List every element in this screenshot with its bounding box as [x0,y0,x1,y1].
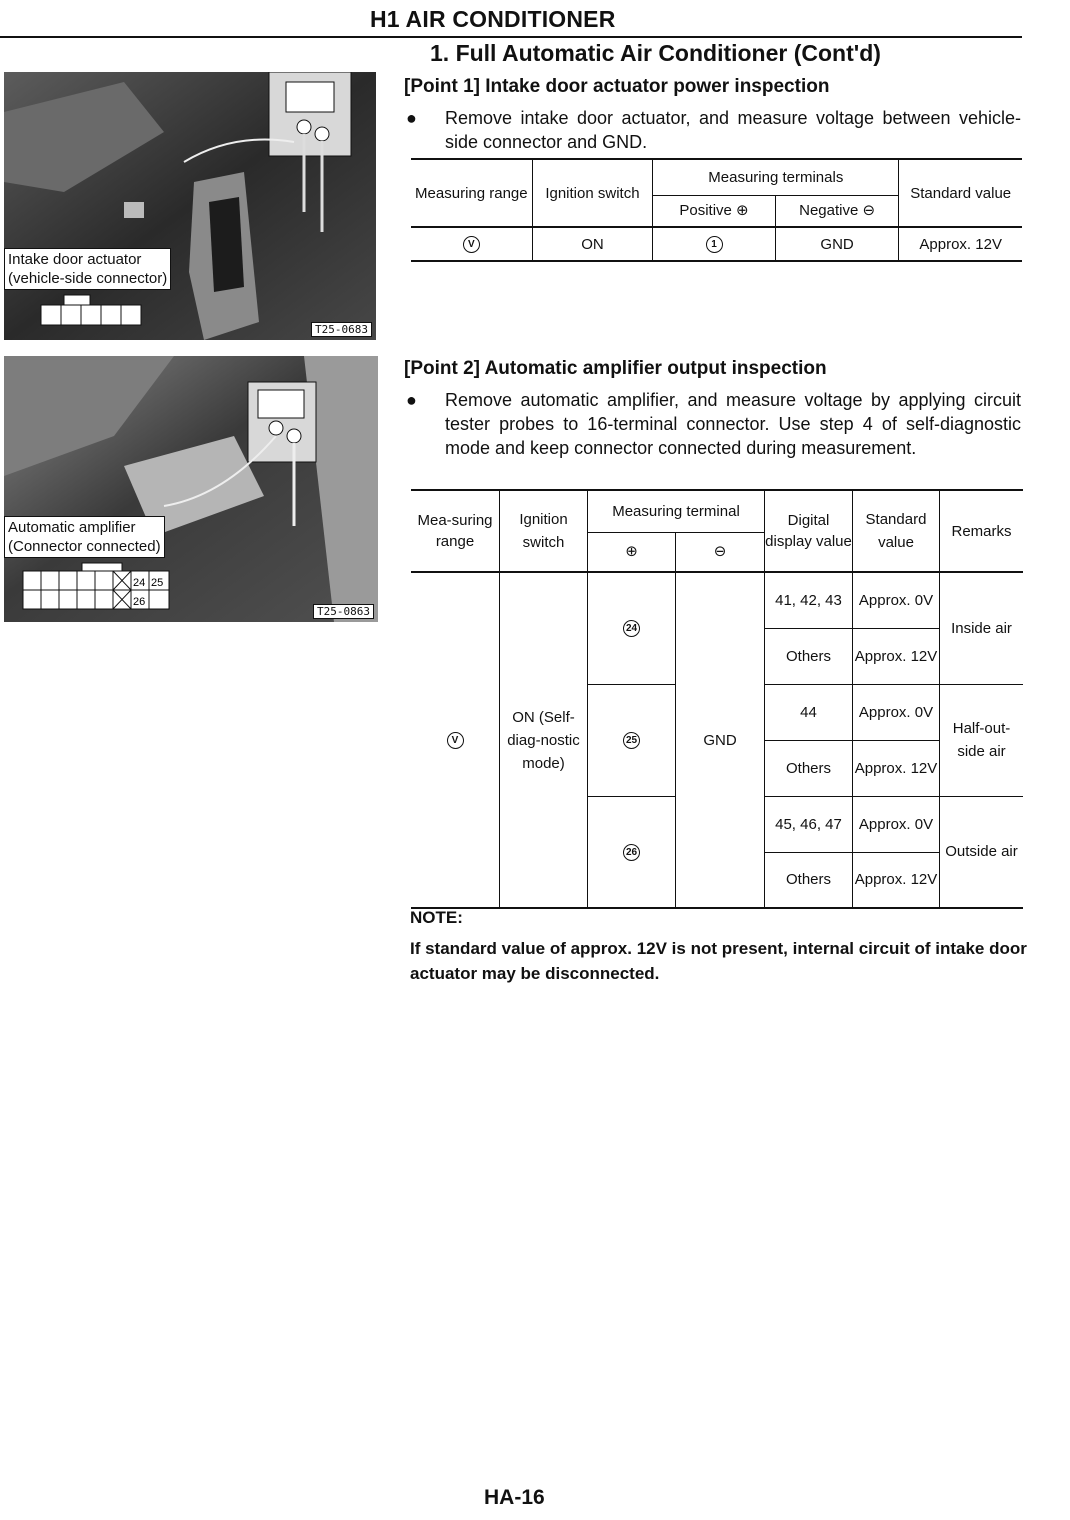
cell-display: 44 [765,684,853,740]
cell-standard: Approx. 12V [853,740,940,796]
header-ignition-switch: Ignition switch [500,490,588,572]
header-standard-value: Standard value [899,159,1022,227]
photo-label-line2: (vehicle-side connector) [8,270,168,287]
cell-standard: Approx. 12V [853,628,940,684]
cell-display: Others [765,852,853,908]
cell-display: 45, 46, 47 [765,796,853,852]
cell-positive [653,227,776,261]
cell-negative: GND [676,572,765,908]
header-negative: Negative ⊖ [775,195,899,227]
page-header-title: H1 AIR CONDITIONER [370,6,616,32]
circled-25: 25 [623,732,640,749]
cell-standard: Approx. 12V [919,235,1002,253]
point2-title: [Point 2] Automatic amplifier output inspection [404,358,827,379]
cell-standard: Approx. 0V [853,572,940,628]
note-heading: NOTE: [410,908,463,927]
photo-automatic-amplifier [4,356,378,622]
cell-range [411,227,532,261]
header-ignition-switch: Ignition switch [532,159,653,227]
photo-label-line1: Intake door actuator [8,251,142,268]
circled-26: 26 [623,844,640,861]
cell-standard: Approx. 12V [853,852,940,908]
header-remarks: Remarks [940,490,1024,572]
cell-standard: Approx. 0V [853,684,940,740]
point2-table [411,489,1023,909]
cell-remarks: Outside air [945,843,1018,861]
circled-24: 24 [623,620,640,637]
circled-1: 1 [706,236,723,253]
cell-range [411,572,500,908]
figure-code: T25-0863 [313,604,374,619]
figure-code: T25-0683 [311,322,372,337]
header-digital-display-value: Digital display value [765,490,853,572]
pin-26: 26 [133,596,146,608]
photo-label-line1: Automatic amplifier [8,519,136,536]
page-number: HA-16 [484,1486,545,1509]
circled-v: V [447,732,464,749]
pin-25: 25 [151,577,164,589]
pin-24: 24 [133,577,146,589]
cell-switch: ON (Self-diag-nostic mode) [500,572,588,908]
cell-terminal-24 [588,572,676,684]
point1-title: [Point 1] Intake door actuator power inspection [404,76,830,97]
photo-label-line2: (Connector connected) [8,538,161,555]
photo-intake-door-actuator [4,72,376,340]
cell-switch: ON [532,227,653,261]
connector-diagram [40,294,150,328]
bullet-dot: ● [406,108,417,128]
cell-terminal-26 [588,796,676,908]
section-title: 1. Full Automatic Air Conditioner (Cont'd) [430,40,881,66]
cell-terminal-25 [588,684,676,796]
header-measuring-range: Measuring range [411,159,532,227]
point1-bullet-text: Remove intake door actuator, and measure voltage between vehicle-side connector and GND. [445,108,1021,152]
cell-negative: GND [775,227,899,261]
note-body: If standard value of approx. 12V is not present, internal circuit of intake door actuator may be disconnected. [410,939,1027,983]
photo-label [4,248,171,290]
cell-standard: Approx. 0V [853,796,940,852]
header-rule [0,36,1022,38]
cell-remarks: Inside air [940,572,1024,684]
connector-diagram [22,562,172,612]
cell-display: 41, 42, 43 [765,572,853,628]
point2-bullet-text: Remove automatic amplifier, and measure voltage by applying circuit tester probes to 16-terminal connector. Use step 4 of self-diagnostic mode and keep connector connected during measurement. [445,390,1021,458]
bullet-dot: ● [406,390,417,410]
photo-label [4,516,165,558]
cell-display: Others [765,628,853,684]
header-measuring-range: Mea-suring range [411,490,500,572]
point1-table [411,158,1022,262]
header-standard-value: Standard value [853,490,940,572]
header-measuring-terminals: Measuring terminals [653,159,899,195]
circled-v: V [463,236,480,253]
header-positive: Positive ⊕ [653,195,776,227]
header-positive: ⊕ [588,532,676,572]
cell-display: Others [765,740,853,796]
header-negative: ⊖ [676,532,765,572]
header-measuring-terminal: Measuring terminal [588,490,765,532]
cell-remarks: Half-out-side air [940,684,1024,796]
